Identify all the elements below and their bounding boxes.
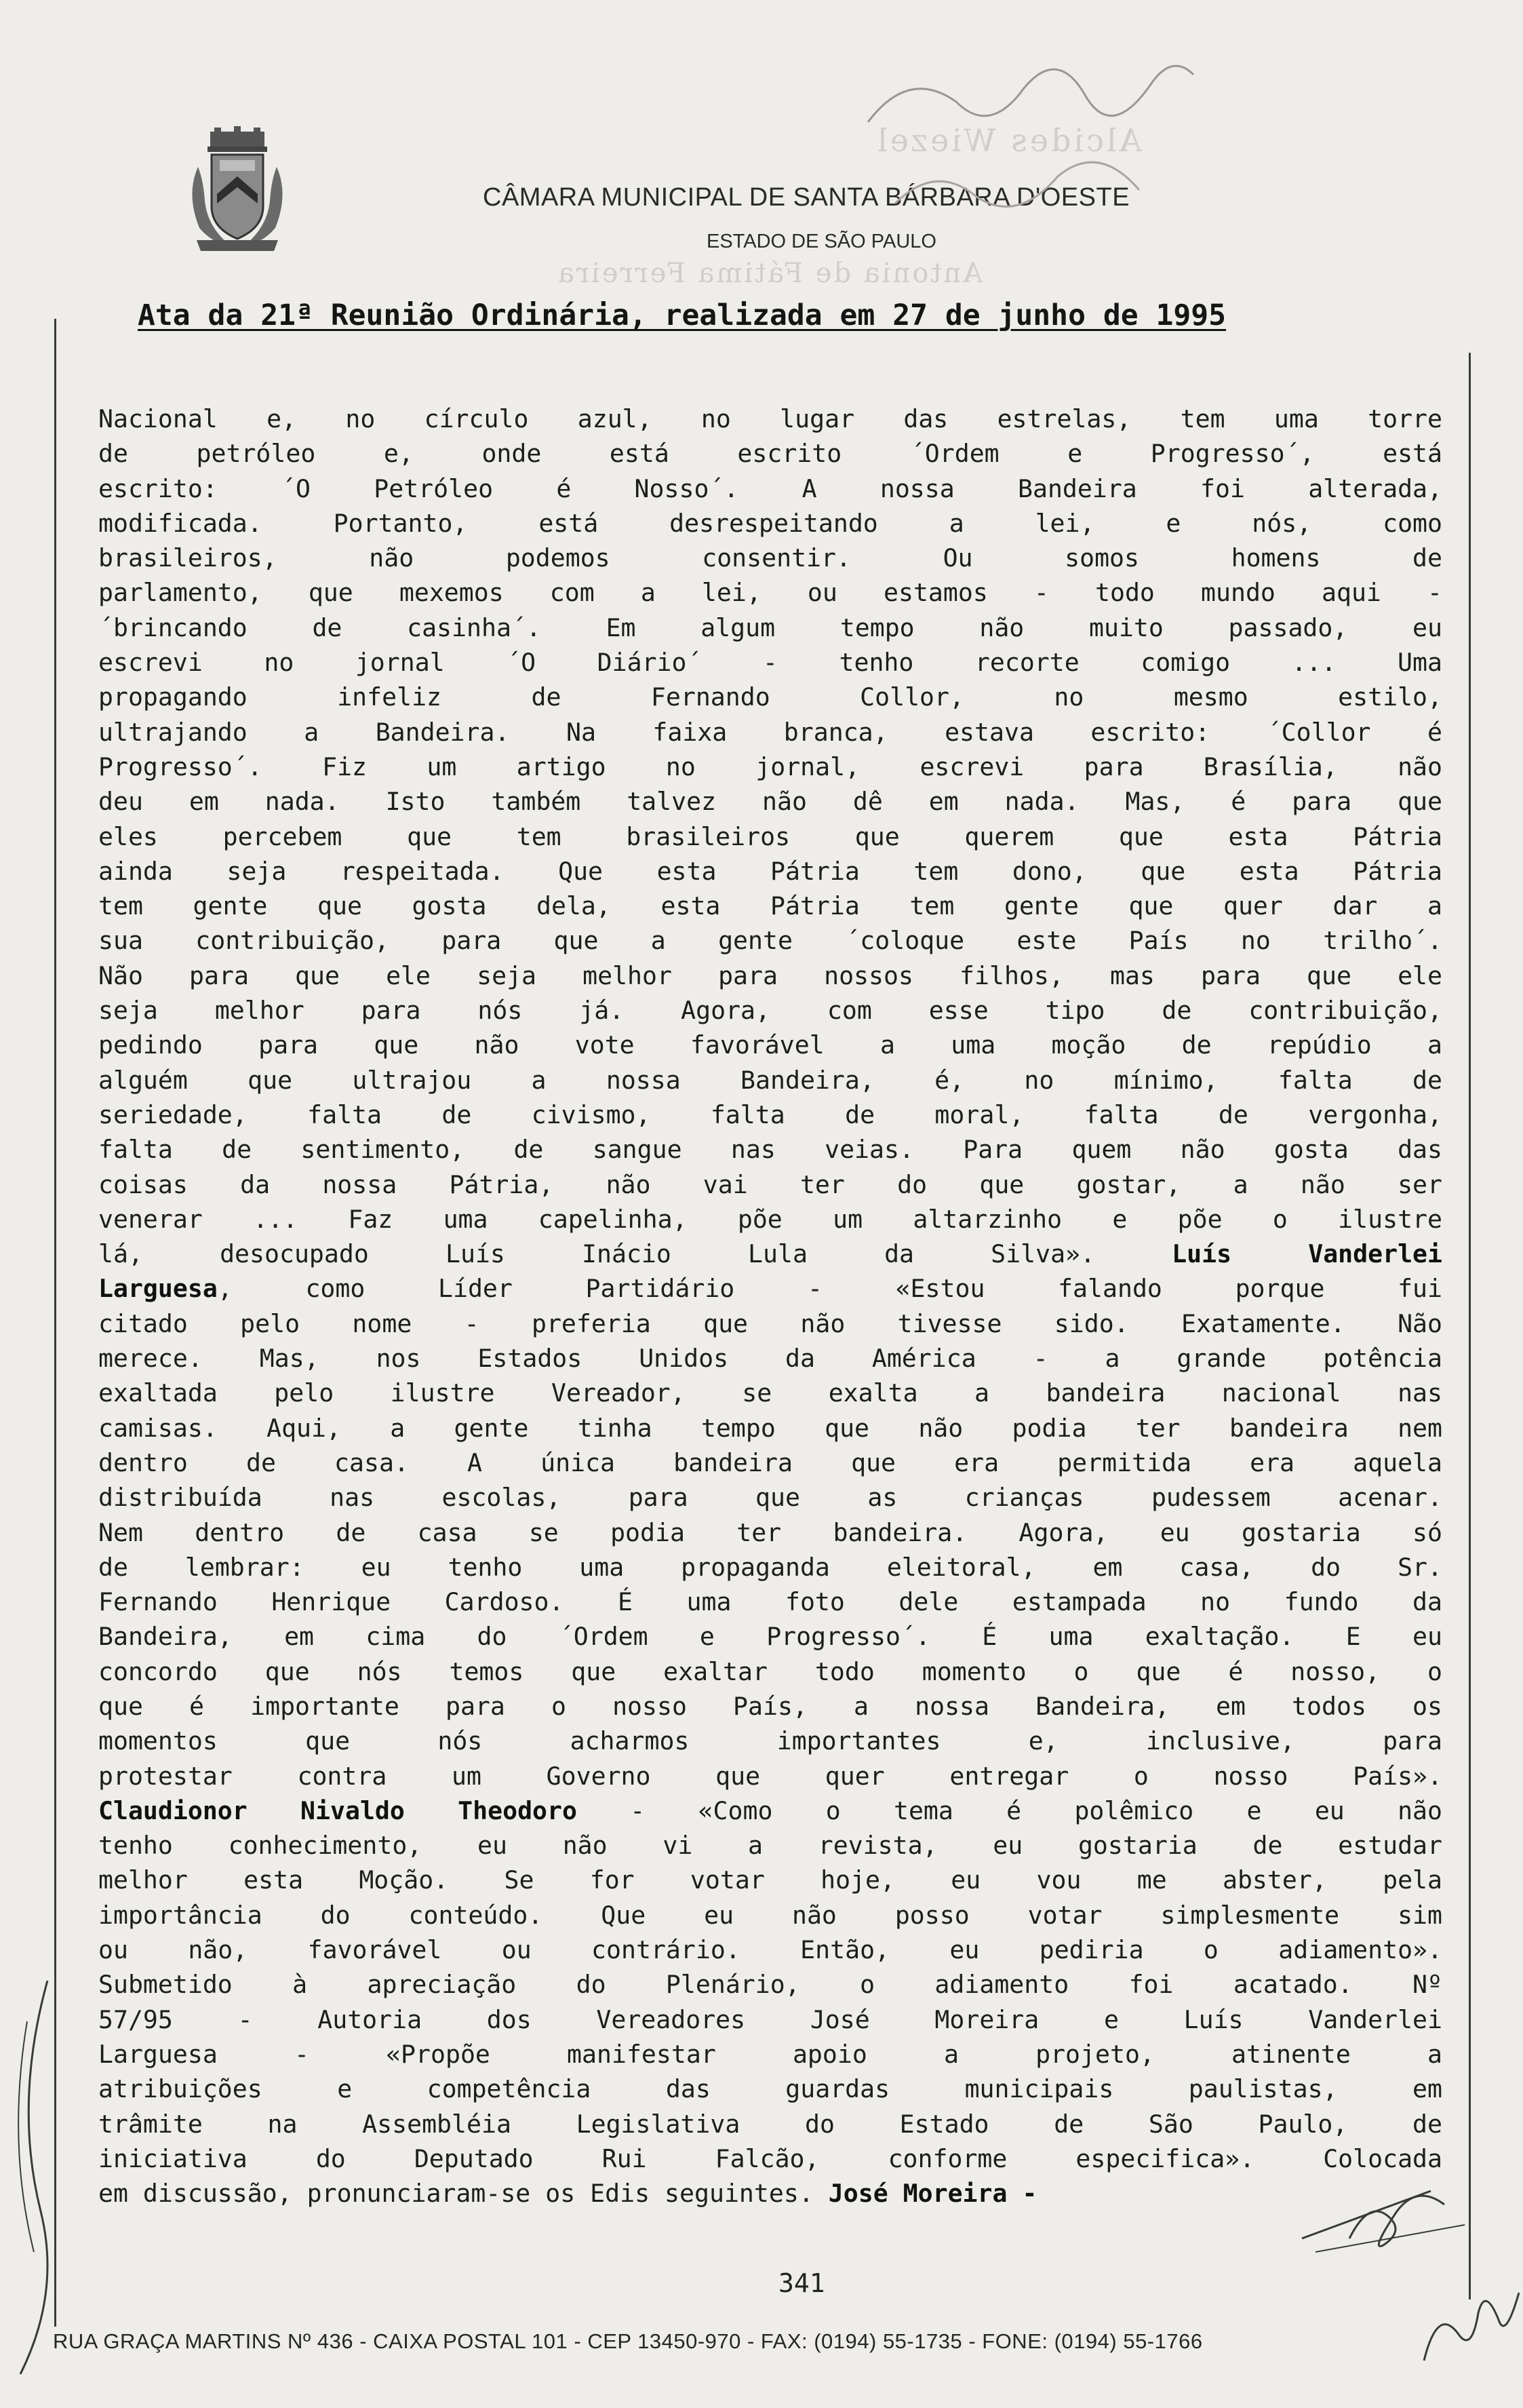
text-line: [98, 2141, 1442, 2176]
text-segment: tenho conhecimento, eu não vi a revista, eu gostaria de estudar: [98, 1831, 1442, 1861]
text-segment: trâmite na Assembléia Legislativa do Estado de São Paulo, de: [98, 2109, 1442, 2139]
text-segment: tem gente que gosta dela, esta Pátria tem gente que quer dar a: [98, 891, 1442, 921]
text-segment: iniciativa do Deputado Rui Falcão, conforme especifica». Colocada: [98, 2143, 1442, 2173]
text-line: [98, 889, 1442, 923]
text-segment: atribuições e competência das guardas municipais paulistas, em: [98, 2074, 1442, 2104]
text-line: [98, 2037, 1442, 2072]
text-line: [98, 1759, 1442, 1793]
text-segment: propagando infeliz de Fernando Collor, no mesmo estilo,: [98, 682, 1442, 712]
address-footer: RUA GRAÇA MARTINS Nº 436 - CAIXA POSTAL 101 - CEP 13450-970 - FAX: (0194) 55-1735 - FONE: (0194) 55-1766: [53, 2329, 1203, 2353]
text-line: [98, 923, 1442, 958]
text-segment: citado pelo nome - preferia que não tivesse sido. Exatamente. Não: [98, 1308, 1442, 1338]
text-line: [98, 784, 1442, 819]
text-segment: que é importante para o nosso País, a nossa Bandeira, em todos os: [98, 1691, 1442, 1721]
text-line: [98, 1271, 1442, 1306]
text-segment: Bandeira, em cima do ´Ordem e Progresso´. É uma exaltação. E eu: [98, 1622, 1442, 1652]
text-segment: venerar ... Faz uma capelinha, põe um altarzinho e põe o ilustre: [98, 1204, 1442, 1234]
text-line: [98, 1724, 1442, 1758]
text-segment: ultrajando a Bandeira. Na faixa branca, estava escrito: ´Collor é: [98, 717, 1442, 747]
municipal-coat-of-arms-icon: [184, 126, 290, 255]
text-line: [98, 819, 1442, 854]
text-line: [98, 1063, 1442, 1098]
text-segment: Não para que ele seja melhor para nossos filhos, mas para que ele: [98, 960, 1442, 990]
text-segment: escrito: ´O Petróleo é Nosso´. A nossa Bandeira foi alterada,: [98, 473, 1442, 503]
chamber-name-heading: CÂMARA MUNICIPAL DE SANTA BÁRBARA D'OESTE: [483, 183, 1130, 212]
text-segment: escrevi no jornal ´O Diário´ - tenho recorte comigo ... Uma: [98, 648, 1442, 678]
text-line: [98, 436, 1442, 471]
text-line: [98, 1480, 1442, 1515]
text-segment: Progresso´. Fiz um artigo no jornal, escrevi para Brasília, não: [98, 752, 1442, 781]
text-line: [98, 854, 1442, 889]
text-line: [98, 1167, 1442, 1202]
text-segment: dentro de casa. A única bandeira que era permitida era aquela: [98, 1448, 1442, 1477]
text-segment: brasileiros, não podemos consentir. Ou somos homens de: [98, 543, 1442, 573]
text-segment: ou não, favorável ou contrário. Então, eu pediria o adiamento».: [98, 1935, 1442, 1965]
handwritten-signature-bottom-right: [1410, 2266, 1523, 2381]
text-line: [98, 750, 1442, 784]
text-segment: seja melhor para nós já. Agora, com esse tipo de contribuição,: [98, 996, 1442, 1026]
text-segment: , como Líder Partidário - «Estou falando porque fui: [217, 1274, 1442, 1304]
text-line: [98, 1863, 1442, 1897]
text-line: [98, 1689, 1442, 1724]
text-segment: importância do conteúdo. Que eu não posso votar simplesmente sim: [98, 1900, 1442, 1930]
text-segment: de lembrar: eu tenho uma propaganda eleitoral, em casa, do Sr.: [98, 1552, 1442, 1582]
text-segment: eles percebem que tem brasileiros que querem que esta Pátria: [98, 821, 1442, 851]
text-line: [98, 610, 1442, 645]
speaker-name: Larguesa: [98, 1274, 218, 1304]
text-line: [98, 1898, 1442, 1933]
text-line: [98, 1202, 1442, 1237]
text-segment: sua contribuição, para que a gente ´coloque este País no trilho´.: [98, 926, 1442, 956]
handwritten-signature-top-1: [854, 41, 1207, 244]
text-segment: concordo que nós temos que exaltar todo momento o que é nosso, o: [98, 1656, 1442, 1686]
text-line: [98, 1933, 1442, 1967]
text-line: [98, 471, 1442, 506]
text-line: [98, 1515, 1442, 1550]
text-line: [98, 1306, 1442, 1341]
text-line: [98, 1237, 1442, 1271]
state-name-subheading: ESTADO DE SÃO PAULO: [707, 231, 936, 252]
text-line: [98, 1132, 1442, 1167]
text-line: [98, 1793, 1442, 1828]
text-line: [98, 1445, 1442, 1480]
text-line: [98, 1585, 1442, 1619]
text-segment: coisas da nossa Pátria, não vai ter do que gostar, a não ser: [98, 1169, 1442, 1199]
page-number: 341: [778, 2268, 825, 2298]
text-segment: parlamento, que mexemos com a lei, ou estamos - todo mundo aqui -: [98, 578, 1442, 608]
text-line: [98, 1098, 1442, 1132]
text-segment: Submetido à apreciação do Plenário, o adiamento foi acatado. Nº: [98, 1970, 1442, 2000]
text-segment: Nacional e, no círculo azul, no lugar das estrelas, tem uma torre: [98, 404, 1442, 433]
speaker-name: José Moreira -: [828, 2179, 1037, 2209]
text-segment: falta de sentimento, de sangue nas veias. Para quem não gosta das: [98, 1135, 1442, 1165]
text-line: [98, 2072, 1442, 2106]
bleed-through-signature-name-2: Antonia de Fátima Ferreira: [556, 258, 983, 289]
text-segment: exaltada pelo ilustre Vereador, se exalta a bandeira nacional nas: [98, 1378, 1442, 1408]
text-line: [98, 1376, 1442, 1410]
text-segment: protestar contra um Governo que quer entregar o nosso País».: [98, 1761, 1442, 1791]
speaker-name: Claudionor Nivaldo Theodoro: [98, 1795, 577, 1825]
text-line: [98, 993, 1442, 1028]
text-line: [98, 645, 1442, 680]
text-line: [98, 1654, 1442, 1689]
text-segment: deu em nada. Isto também talvez não dê em nada. Mas, é para que: [98, 787, 1442, 817]
text-line: [98, 1341, 1442, 1376]
text-line: [98, 1967, 1442, 2002]
text-line: [98, 575, 1442, 610]
right-margin-rule: [1469, 353, 1471, 2299]
text-line: [98, 1828, 1442, 1863]
text-line: [98, 2176, 1442, 2211]
text-segment: Nem dentro de casa se podia ter bandeira. Agora, eu gostaria só: [98, 1517, 1442, 1547]
text-segment: momentos que nós acharmos importantes e, inclusive, para: [98, 1726, 1442, 1756]
text-segment: modificada. Portanto, está desrespeitando a lei, e nós, como: [98, 508, 1442, 538]
text-segment: ´brincando de casinha´. Em algum tempo não muito passado, eu: [98, 613, 1442, 642]
text-line: [98, 1619, 1442, 1654]
text-segment: alguém que ultrajou a nossa Bandeira, é, no mínimo, falta de: [98, 1065, 1442, 1095]
text-line: [98, 1028, 1442, 1062]
speaker-name: Luís Vanderlei: [1172, 1239, 1442, 1269]
text-segment: camisas. Aqui, a gente tinha tempo que não podia ter bandeira nem: [98, 1413, 1442, 1443]
minutes-title: Ata da 21ª Reunião Ordinária, realizada em 27 de junho de 1995: [138, 298, 1227, 332]
text-line: [98, 1411, 1442, 1445]
text-line: [98, 680, 1442, 714]
text-segment: melhor esta Moção. Se for votar hoje, eu vou me abster, pela: [98, 1865, 1442, 1895]
text-segment: Larguesa - «Propõe manifestar apoio a projeto, atinente a: [98, 2039, 1442, 2069]
text-line: [98, 2107, 1442, 2141]
text-line: [98, 1550, 1442, 1585]
text-segment: de petróleo e, onde está escrito ´Ordem e Progresso´, está: [98, 439, 1442, 469]
text-line: [98, 506, 1442, 541]
text-segment: ainda seja respeitada. Que esta Pátria tem dono, que esta Pátria: [98, 856, 1442, 886]
handwritten-initials-right: [1288, 2157, 1492, 2272]
text-segment: 57/95 - Autoria dos Vereadores José Moreira e Luís Vanderlei: [98, 2004, 1442, 2034]
text-segment: lá, desocupado Luís Inácio Lula da Silva».: [98, 1239, 1172, 1269]
text-line: [98, 402, 1442, 436]
bleed-through-signature-name: Alcides Wiezel: [875, 122, 1142, 159]
text-segment: Fernando Henrique Cardoso. É uma foto dele estampada no fundo da: [98, 1587, 1442, 1617]
text-line: [98, 715, 1442, 750]
text-line: [98, 2002, 1442, 2037]
text-segment: distribuída nas escolas, para que as crianças pudessem acenar.: [98, 1483, 1442, 1513]
text-segment: merece. Mas, nos Estados Unidos da América - a grande potência: [98, 1344, 1442, 1374]
text-segment: pedindo para que não vote favorável a uma moção de repúdio a: [98, 1030, 1442, 1060]
text-segment: seriedade, falta de civismo, falta de moral, falta de vergonha,: [98, 1100, 1442, 1129]
minutes-body: [98, 402, 1442, 2211]
text-segment: - «Como o tema é polêmico e eu não: [576, 1795, 1442, 1825]
text-line: [98, 541, 1442, 575]
handwritten-margin-strokes-left: [0, 1967, 61, 2388]
text-segment: em discussão, pronunciaram-se os Edis seguintes.: [98, 2179, 829, 2209]
text-line: [98, 958, 1442, 993]
